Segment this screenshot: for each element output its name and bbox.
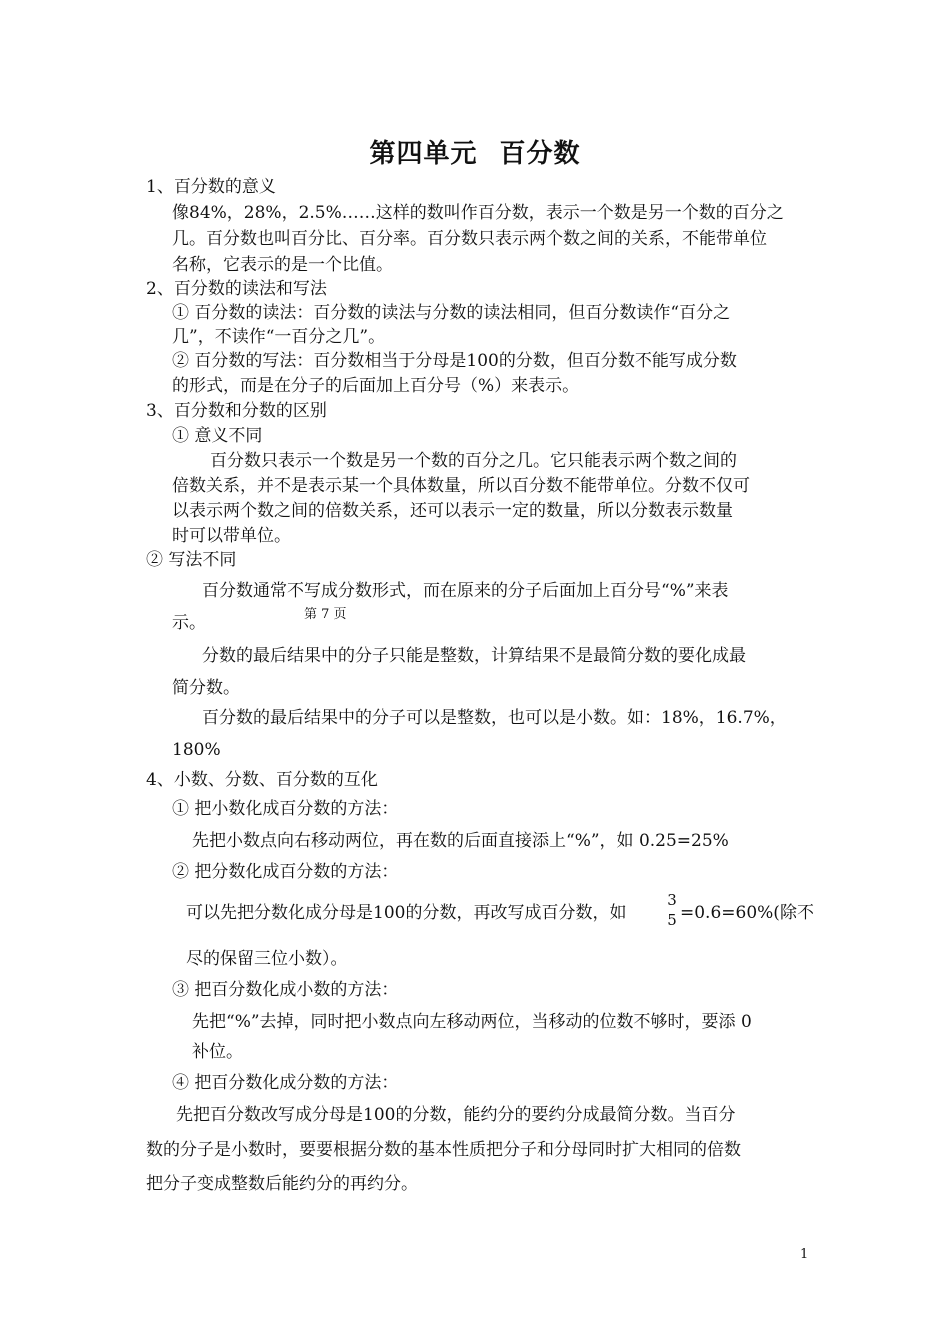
section-3-para-1-line-3: 以表示两个数之间的倍数关系，还可以表示一定的数量，所以分数表示数量 bbox=[172, 501, 733, 521]
method-3-text-line-1: 先把“%”去掉，同时把小数点向左移动两位，当移动的位数不够时，要添 0 bbox=[192, 1012, 752, 1032]
section-3-para-2-line-1: 百分数通常不写成分数形式，而在原来的分子后面加上百分号“%”来表 bbox=[202, 581, 729, 601]
section-1-line-3: 名称，它表示的是一个比值。 bbox=[172, 255, 393, 275]
method-4-text-line-1: 先把百分数改写成分母是100的分数，能约分的要约分成最简分数。当百分 bbox=[176, 1105, 736, 1125]
section-4-heading: 4、小数、分数、百分数的互化 bbox=[146, 770, 378, 790]
section-3-para-3-line-2: 简分数。 bbox=[172, 678, 240, 698]
method-1-text: 先把小数点向右移动两位，再在数的后面直接添上“%”，如 0.25=25% bbox=[192, 831, 729, 851]
section-1-heading: 1、百分数的意义 bbox=[146, 177, 276, 197]
section-3-para-3-line-1: 分数的最后结果中的分子只能是整数，计算结果不是最简分数的要化成最 bbox=[202, 646, 746, 666]
section-2-writing-line-1: ② 百分数的写法：百分数相当于分母是100的分数，但百分数不能写成分数 bbox=[172, 351, 737, 371]
page-marker: 第 7 页 bbox=[304, 607, 347, 622]
section-3-sub-2: ② 写法不同 bbox=[146, 550, 237, 570]
section-3-para-4-line-2: 180% bbox=[172, 740, 221, 760]
section-2-writing-line-2: 的形式，而是在分子的后面加上百分号（%）来表示。 bbox=[172, 376, 580, 396]
page-number: 1 bbox=[800, 1247, 809, 1262]
section-2-reading-line-2: 几”，不读作“一百分之几”。 bbox=[172, 327, 386, 347]
title-topic: 百分数 bbox=[499, 139, 581, 169]
section-2-heading: 2、百分数的读法和写法 bbox=[146, 279, 327, 299]
method-2-text-line-2: 尽的保留三位小数）。 bbox=[186, 949, 348, 969]
section-3-para-1-line-1: 百分数只表示一个数是另一个数的百分之几。它只能表示两个数之间的 bbox=[210, 451, 737, 471]
method-1-title: ① 把小数化成百分数的方法： bbox=[172, 799, 399, 819]
method-2-text-pre: 可以先把分数化成分母是100的分数，再改写成百分数，如 bbox=[186, 903, 627, 923]
fraction-numerator: 3 bbox=[667, 891, 677, 909]
fraction-denominator: 5 bbox=[667, 911, 677, 929]
page-title bbox=[0, 133, 950, 170]
method-3-title: ③ 把百分数化成小数的方法： bbox=[172, 980, 399, 1000]
method-3-text-line-2: 补位。 bbox=[192, 1042, 243, 1062]
method-4-title: ④ 把百分数化成分数的方法： bbox=[172, 1073, 399, 1093]
section-3-sub-1: ① 意义不同 bbox=[172, 426, 263, 446]
method-2-title: ② 把分数化成百分数的方法： bbox=[172, 862, 399, 882]
method-4-text-line-3: 把分子变成整数后能约分的再约分。 bbox=[146, 1174, 418, 1194]
method-2-text-post: =0.6=60%(除不 bbox=[680, 903, 814, 923]
section-2-reading-line-1: ① 百分数的读法：百分数的读法与分数的读法相同，但百分数读作“百分之 bbox=[172, 303, 731, 323]
section-1-line-2: 几。百分数也叫百分比、百分率。百分数只表示两个数之间的关系，不能带单位 bbox=[172, 229, 767, 249]
section-3-heading: 3、百分数和分数的区别 bbox=[146, 401, 327, 421]
section-3-para-4-line-1: 百分数的最后结果中的分子可以是整数，也可以是小数。如：18%，16.7%， bbox=[202, 708, 787, 728]
section-3-para-1-line-4: 时可以带单位。 bbox=[172, 526, 291, 546]
section-3-para-1-line-2: 倍数关系，并不是表示某一个具体数量，所以百分数不能带单位。分数不仅可 bbox=[172, 476, 750, 496]
fraction-three-fifths bbox=[664, 890, 680, 930]
section-3-para-2-line-2: 示。 bbox=[172, 613, 206, 633]
title-unit: 第四单元 bbox=[369, 139, 478, 169]
section-1-line-1: 像84%，28%，2.5%……这样的数叫作百分数，表示一个数是另一个数的百分之 bbox=[172, 203, 784, 223]
method-4-text-line-2: 数的分子是小数时，要要根据分数的基本性质把分子和分母同时扩大相同的倍数 bbox=[146, 1140, 741, 1160]
